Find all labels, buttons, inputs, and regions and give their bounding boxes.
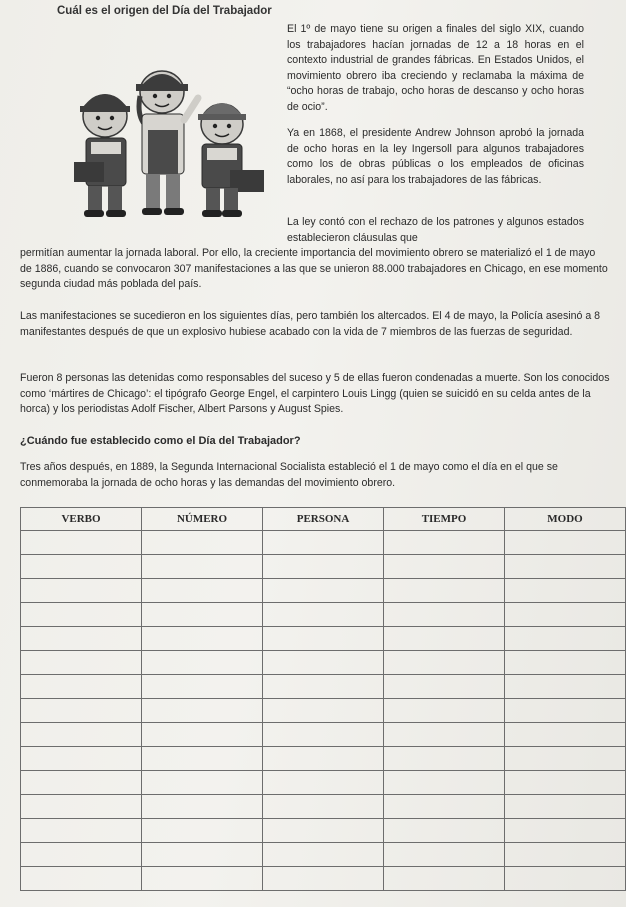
table-cell[interactable] [384,555,505,579]
table-row [21,819,626,843]
table-cell[interactable] [505,627,626,651]
table-cell[interactable] [263,579,384,603]
table-cell[interactable] [263,627,384,651]
table-cell[interactable] [384,603,505,627]
paragraph-4: Las manifestaciones se sucedieron en los siguientes días, pero también los altercados. El 4 de mayo, la Policía asesinó a 8 manifestantes después de que un explosivo hubiese acabado con la vida de 7 miembros de las fuerzas de seguridad. [20,310,601,338]
table-cell[interactable] [505,699,626,723]
table-cell[interactable] [142,819,263,843]
table-cell[interactable] [505,675,626,699]
table-cell[interactable] [263,819,384,843]
table-cell[interactable] [384,531,505,555]
table-cell[interactable] [21,723,142,747]
table-cell[interactable] [142,651,263,675]
table-cell[interactable] [263,747,384,771]
table-cell[interactable] [384,819,505,843]
table-cell[interactable] [263,603,384,627]
verb-analysis-table [20,507,626,891]
paragraph-6: Tres años después, en 1889, la Segunda Internacional Socialista estableció el 1 de mayo como el día en el que se conmemoraba la jornada de ocho horas y las demandas del movimiento obrero. [20,461,558,489]
table-row [21,747,626,771]
table-cell[interactable] [263,699,384,723]
table-cell[interactable] [21,747,142,771]
table-cell[interactable] [142,675,263,699]
table-cell[interactable] [384,723,505,747]
table-cell[interactable] [142,603,263,627]
table-cell[interactable] [505,843,626,867]
table-cell[interactable] [142,747,263,771]
table-header-row [21,508,626,531]
table-cell[interactable] [505,555,626,579]
table-cell[interactable] [142,531,263,555]
table-body [21,531,626,891]
section-question: ¿Cuándo fue establecido como el Día del Trabajador? [20,435,301,447]
header-persona: PERSONA [263,508,384,531]
table-cell[interactable] [505,771,626,795]
header-numero: NÚMERO [142,508,263,531]
table-cell[interactable] [263,843,384,867]
table-cell[interactable] [21,675,142,699]
table-row [21,867,626,891]
table-cell[interactable] [505,819,626,843]
table-cell[interactable] [505,651,626,675]
table-cell[interactable] [384,795,505,819]
table-cell[interactable] [505,579,626,603]
table-row [21,699,626,723]
table-cell[interactable] [142,795,263,819]
header-verbo: VERBO [21,508,142,531]
table-cell[interactable] [142,867,263,891]
table-row [21,531,626,555]
table-cell[interactable] [505,867,626,891]
table-cell[interactable] [263,675,384,699]
table-row [21,675,626,699]
table-cell[interactable] [21,867,142,891]
table-cell[interactable] [142,555,263,579]
paragraph-3-start: La ley contó con el rechazo de los patrones y algunos estados establecieron cláusulas que [287,216,584,244]
table-cell[interactable] [384,651,505,675]
workers-illustration [60,58,282,226]
table-cell[interactable] [21,699,142,723]
table-cell[interactable] [21,579,142,603]
table-cell[interactable] [505,531,626,555]
paragraph-5: Fueron 8 personas las detenidas como responsables del suceso y 5 de ellas fueron condenadas a muerte. Son los conocidos como ‘mártires de Chicago’: el tipógrafo George Engel, el carpintero Louis Lingg (quien se suicidó en su celda antes de la horca) y los periodistas Adolf Fischer, Albert Parsons y August Spies. [20,372,610,416]
page-title: Cuál es el origen del Día del Trabajador [57,5,272,17]
table-cell[interactable] [384,675,505,699]
table-cell[interactable] [263,651,384,675]
paragraph-1: El 1º de mayo tiene su origen a finales del siglo XIX, cuando los trabajadores hacían jornadas de 12 a 18 horas en el contexto industrial de grandes fábricas. En Estados Unidos, el movimiento obrero iba creciendo y reclamaba la máxima de “ocho horas de trabajo, ocho horas de descanso y ocho horas de ocio”. [287,23,584,113]
table-row [21,579,626,603]
table-row [21,603,626,627]
table-cell[interactable] [263,771,384,795]
table-cell[interactable] [384,627,505,651]
table-row [21,723,626,747]
table-cell[interactable] [142,579,263,603]
table-cell[interactable] [505,603,626,627]
table-row [21,843,626,867]
table-cell[interactable] [21,819,142,843]
table-cell[interactable] [384,867,505,891]
table-row [21,771,626,795]
table-cell[interactable] [21,795,142,819]
table-cell[interactable] [142,723,263,747]
header-modo: MODO [505,508,626,531]
table-cell[interactable] [384,579,505,603]
table-cell[interactable] [21,555,142,579]
table-cell[interactable] [505,795,626,819]
worker-left-icon [74,94,130,217]
table-cell[interactable] [505,747,626,771]
paragraph-2: Ya en 1868, el presidente Andrew Johnson aprobó la jornada de ocho horas en la ley Ingersoll para algunos trabajadores como los de obras públicas o los empleados de oficinas laborales, no así para los trabajadores de las fábricas. [287,127,584,186]
table-cell[interactable] [142,771,263,795]
table-cell[interactable] [142,699,263,723]
worker-right-icon [198,103,264,217]
table-row [21,795,626,819]
table-row [21,627,626,651]
table-cell[interactable] [21,843,142,867]
worker-middle-icon [136,71,198,215]
table-cell[interactable] [21,531,142,555]
table-cell[interactable] [21,651,142,675]
table-cell[interactable] [505,723,626,747]
table-cell[interactable] [142,843,263,867]
table-row [21,555,626,579]
paragraph-3-continued: permitían aumentar la jornada laboral. Por ello, la creciente importancia del movimiento obrero se materializó el 1 de mayo de 1886, cuando se convocaron 307 manifestaciones a las que se unieron 88.000 trabajadores en Chicago, en ese momento segunda ciudad más poblada del país. [20,247,608,291]
table-cell[interactable] [21,627,142,651]
header-tiempo: TIEMPO [384,508,505,531]
table-cell[interactable] [263,531,384,555]
table-cell[interactable] [263,723,384,747]
table-cell[interactable] [263,795,384,819]
table-cell[interactable] [384,843,505,867]
table-cell[interactable] [21,603,142,627]
table-cell[interactable] [142,627,263,651]
table-cell[interactable] [263,867,384,891]
table-cell[interactable] [384,747,505,771]
table-cell[interactable] [21,771,142,795]
table-row [21,651,626,675]
table-cell[interactable] [263,555,384,579]
table-cell[interactable] [384,699,505,723]
table-cell[interactable] [384,771,505,795]
